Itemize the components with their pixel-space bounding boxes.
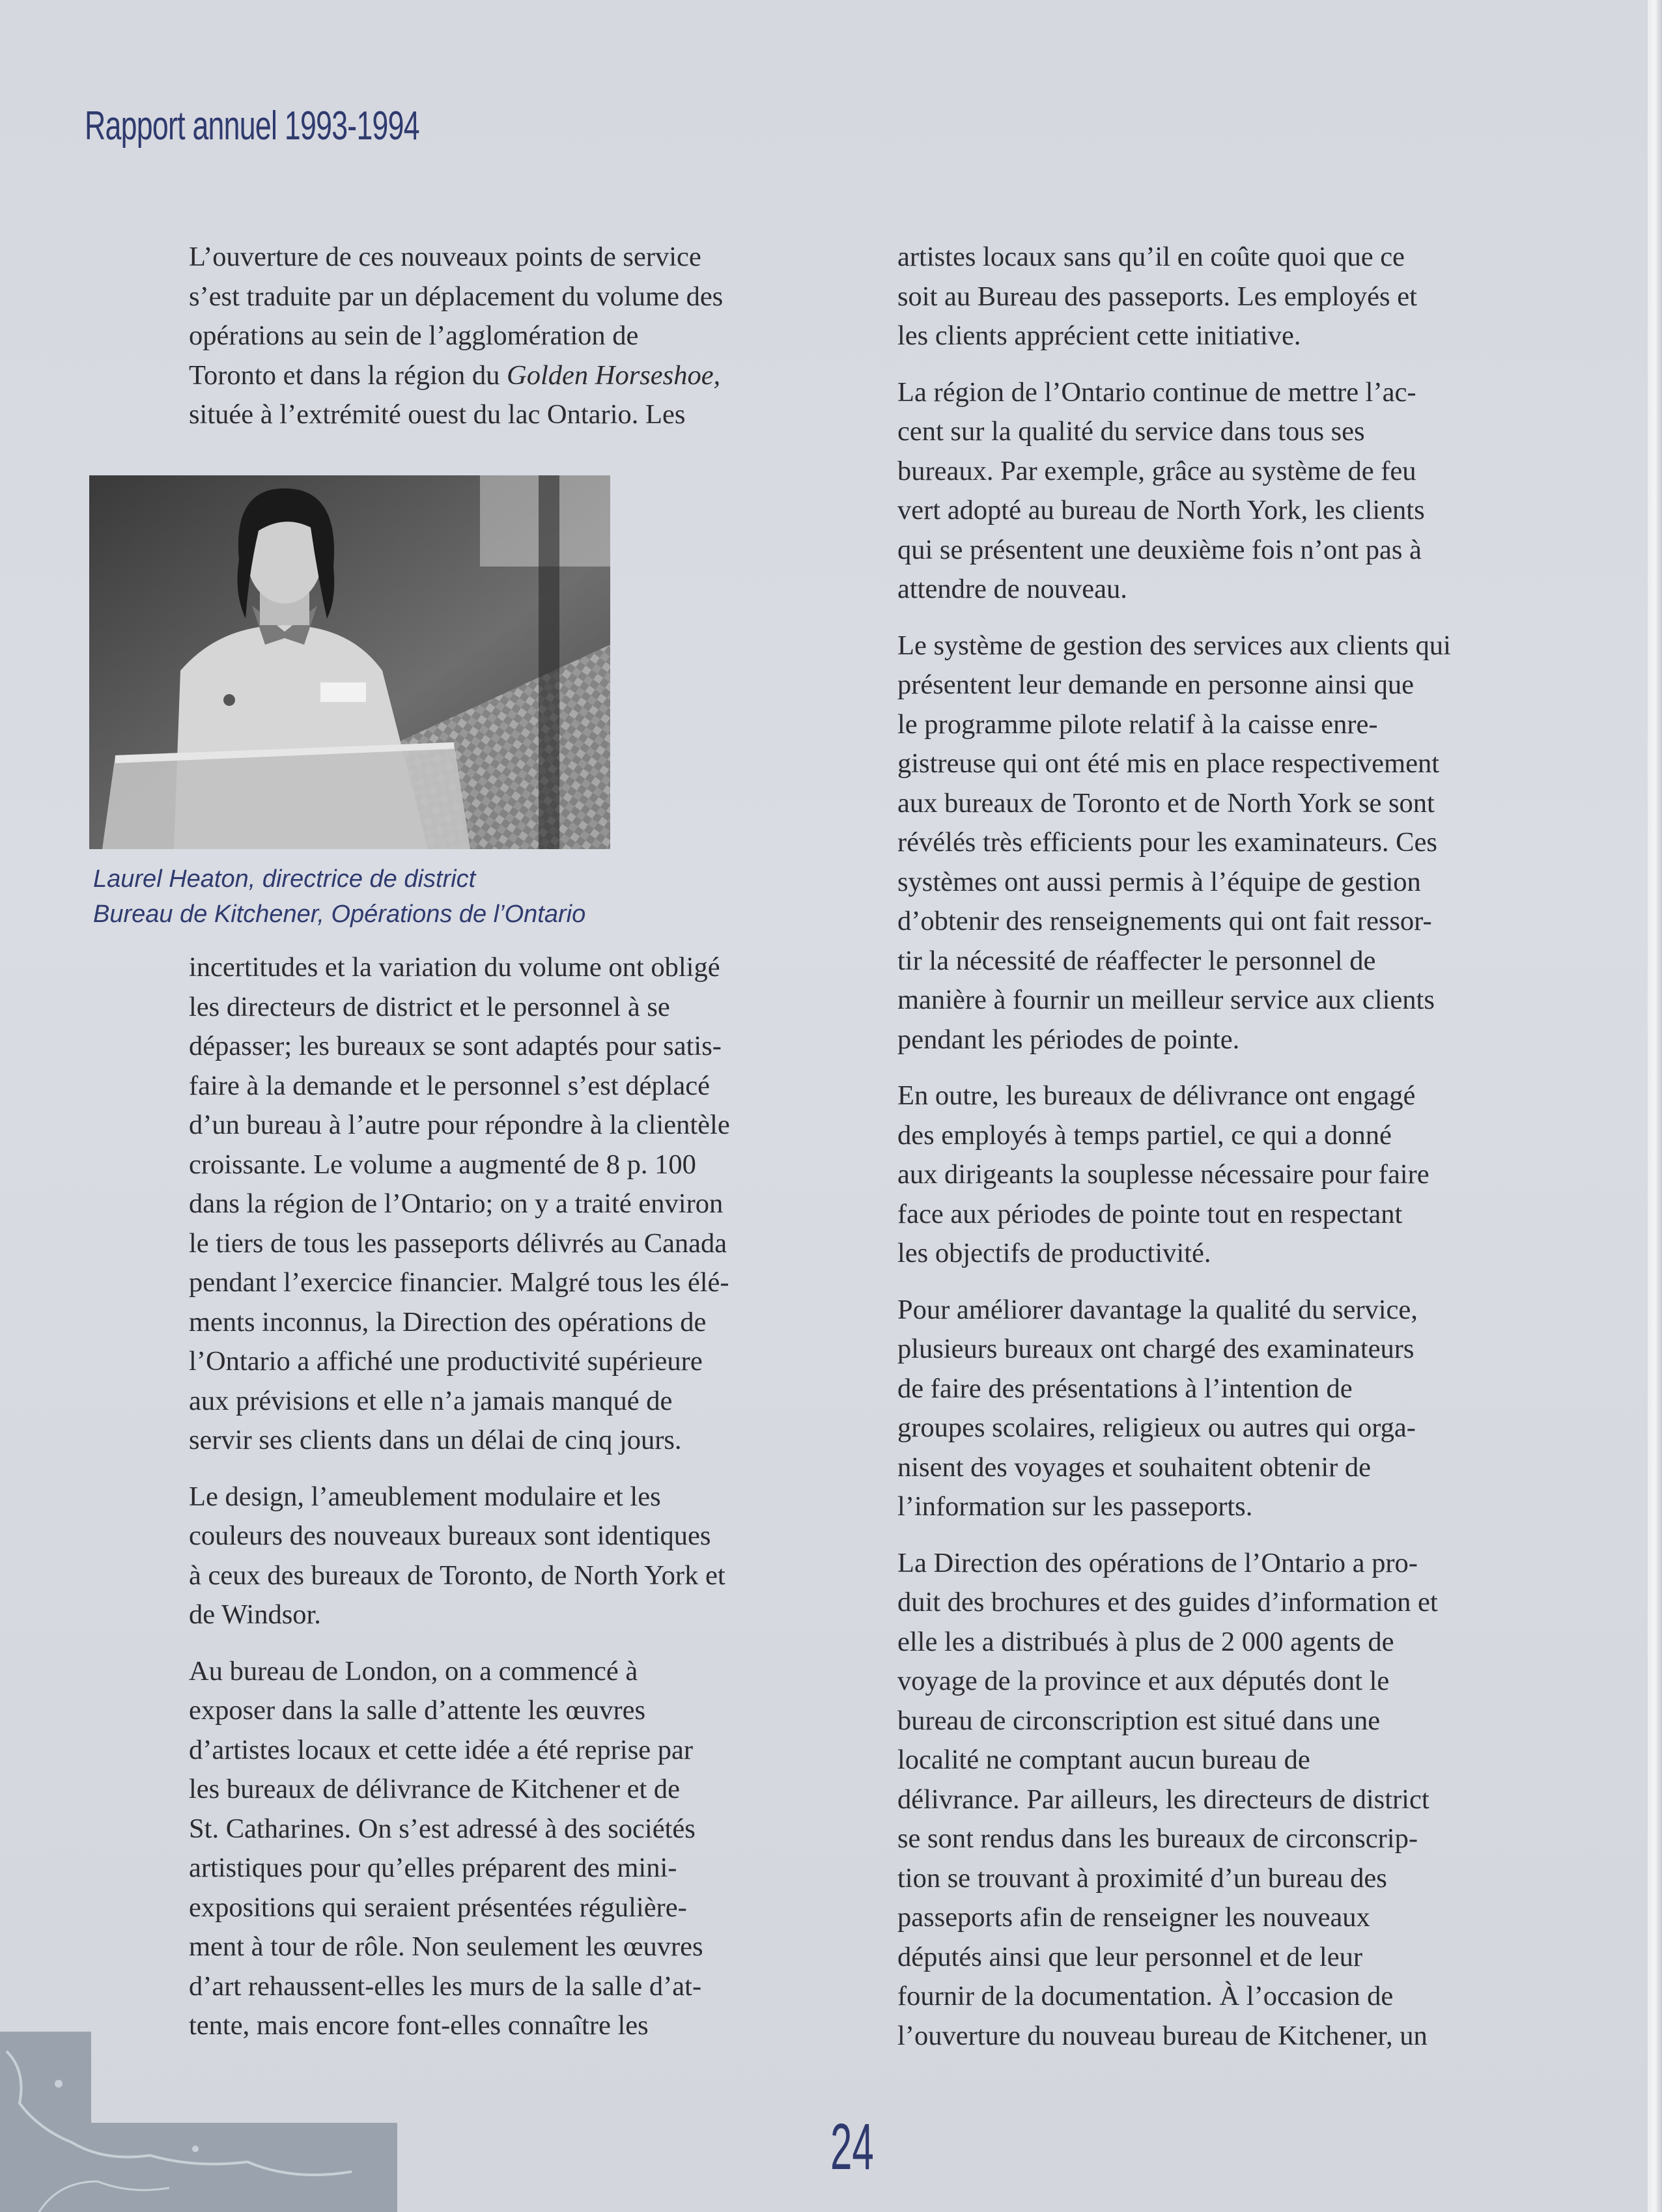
text-line: artistes locaux sans qu’il en coûte quoi que ce	[897, 242, 1405, 272]
photo-caption	[93, 861, 585, 932]
text-line: incertitudes et la variation du volume ont obligé	[189, 952, 720, 983]
text-line: cent sur la qualité du service dans tous ses	[897, 416, 1365, 447]
text-line: les bureaux de délivrance de Kitchener et de	[189, 1774, 681, 1804]
text-line: pendant l’exercice financier. Malgré tous les élé-	[189, 1267, 729, 1298]
paragraph	[897, 1076, 1513, 1274]
paragraph	[897, 1291, 1513, 1527]
text-line: les clients apprécient cette initiative.	[897, 320, 1301, 351]
report-title: Rapport annuel 1993-1994	[85, 104, 419, 148]
text-line: délivrance. Par ailleurs, les directeurs de district	[897, 1784, 1430, 1815]
text-line: duit des brochures et des guides d’information et	[897, 1587, 1438, 1617]
paragraph	[897, 238, 1513, 356]
text-line: tion se trouvant à proximité d’un bureau des	[897, 1862, 1387, 1894]
text-line: localité ne comptant aucun bureau de	[897, 1744, 1310, 1775]
text-line: située à l’extrémité ouest du lac Ontario. Les	[189, 399, 686, 430]
map-decoration	[0, 2032, 397, 2212]
left-column-top	[189, 238, 808, 435]
text-line: Pour améliorer davantage la qualité du service,	[897, 1294, 1418, 1325]
text-line: à ceux des bureaux de Toronto, de North York et	[189, 1560, 725, 1591]
text-line: qui se présentent une deuxième fois n’ont pas à	[897, 534, 1422, 565]
text-line: Le design, l’ameublement modulaire et les	[189, 1481, 661, 1512]
page-edge	[1648, 0, 1662, 2212]
text-line: bureaux. Par exemple, grâce au système de feu	[897, 455, 1416, 486]
paragraph	[897, 1544, 1513, 2056]
text-line: dans la région de l’Ontario; on y a traité environ	[189, 1188, 724, 1219]
caption-line: Laurel Heaton, directrice de district	[93, 865, 476, 893]
text-line: aux prévisions et elle n’a jamais manqué de	[189, 1385, 673, 1416]
text-line: des employés à temps partiel, ce qui a donné	[897, 1119, 1392, 1151]
text-line: de Windsor.	[189, 1599, 321, 1630]
paragraph	[189, 948, 808, 1461]
text-line: d’artistes locaux et cette idée a été reprise par	[189, 1734, 694, 1765]
text-line: St. Catharines. On s’est adressé à des sociétés	[189, 1813, 696, 1844]
italic-term: Golden Horseshoe,	[507, 359, 721, 391]
text-line: couleurs des nouveaux bureaux sont identiques	[189, 1520, 711, 1551]
text-line: groupes scolaires, religieux ou autres qui orga-	[897, 1412, 1416, 1443]
page-number: 24	[830, 2110, 874, 2183]
text-line: manière à fournir un meilleur service aux clients	[897, 985, 1435, 1015]
right-column	[897, 238, 1513, 2073]
text-line: exposer dans la salle d’attente les œuvres	[189, 1695, 646, 1726]
photo-illustration	[89, 475, 610, 849]
text-line: Le système de gestion des services aux clients qui	[897, 630, 1451, 661]
text-line: présentent leur demande en personne ainsi que	[897, 669, 1415, 700]
paragraph	[897, 626, 1513, 1060]
text-line: l’ouverture du nouveau bureau de Kitchener, un	[897, 2020, 1428, 2051]
paragraph	[189, 238, 808, 435]
paragraph	[897, 373, 1513, 609]
text-line: ment à tour de rôle. Non seulement les œuvres	[189, 1931, 703, 1962]
text-line: de faire des présentations à l’intention de	[897, 1373, 1353, 1404]
text-line: voyage de la province et aux députés dont le	[897, 1666, 1390, 1696]
text-line: se sont rendus dans les bureaux de circonscrip-	[897, 1823, 1418, 1854]
paragraph	[189, 1477, 808, 1635]
text-line: l’information sur les passeports.	[897, 1491, 1253, 1522]
text-line: pendant les périodes de pointe.	[897, 1024, 1240, 1055]
text-line: passeports afin de renseigner les nouveaux	[897, 1902, 1370, 1933]
text-line: ments inconnus, la Direction des opérations de	[189, 1306, 707, 1337]
text-line: les objectifs de productivité.	[897, 1238, 1211, 1268]
text-line: le programme pilote relatif à la caisse enre-	[897, 708, 1378, 740]
text-line: elle les a distribués à plus de 2 000 agents de	[897, 1626, 1394, 1657]
text-line: Au bureau de London, on a commencé à	[189, 1655, 638, 1687]
text-line: La région de l’Ontario continue de mettre l’ac-	[897, 376, 1416, 408]
text-line: gistreuse qui ont été mis en place respectivement	[897, 748, 1440, 779]
text-line: vert adopté au bureau de North York, les clients	[897, 495, 1425, 525]
text-line: tente, mais encore font-elles connaître les	[189, 2010, 649, 2041]
text-line: fournir de la documentation. À l’occasion de	[897, 1981, 1394, 2011]
text-line: dépasser; les bureaux se sont adaptés pour satis-	[189, 1031, 722, 1061]
text-line: servir ses clients dans un délai de cinq jours.	[189, 1425, 682, 1455]
left-column-bottom	[189, 948, 808, 2063]
text-line: d’un bureau à l’autre pour répondre à la clientèle	[189, 1110, 730, 1140]
text-line: soit au Bureau des passeports. Les employés et	[897, 281, 1417, 312]
text-line: aux bureaux de Toronto et de North York se sont	[897, 787, 1435, 819]
speaker-photo	[89, 475, 610, 849]
text-line: l’Ontario a affiché une productivité supérieure	[189, 1346, 703, 1377]
text-line: expositions qui seraient présentées régulière-	[189, 1892, 687, 1923]
text-line: les directeurs de district et le personnel à se	[189, 991, 670, 1022]
caption-line: Bureau de Kitchener, Opérations de l’Ontario	[93, 901, 586, 928]
text-line: attendre de nouveau.	[897, 574, 1127, 604]
text-line: opérations au sein de l’agglomération de	[189, 320, 639, 351]
paragraph	[189, 1652, 808, 2046]
text-line: aux dirigeants la souplesse nécessaire pour faire	[897, 1159, 1430, 1190]
text-line: révélés très efficients pour les examinateurs. Ces	[897, 827, 1437, 858]
text-line: nisent des voyages et souhaitent obtenir de	[897, 1451, 1372, 1483]
text-line: le tiers de tous les passeports délivrés au Canada	[189, 1227, 727, 1259]
text-line: tir la nécessité de réaffecter le personnel de	[897, 945, 1376, 976]
text-line: systèmes ont aussi permis à l’équipe de gestion	[897, 866, 1421, 897]
text-line: face aux périodes de pointe tout en respectant	[897, 1198, 1403, 1229]
text-line: s’est traduite par un déplacement du volume des	[189, 281, 724, 312]
text-line: d’obtenir des renseignements qui ont fait ressor-	[897, 906, 1432, 936]
text-line: d’art rehaussent-elles les murs de la salle d’at-	[189, 1970, 702, 2002]
text-fragment: Toronto et dans la région du	[189, 359, 507, 391]
text-line: L’ouverture de ces nouveaux points de service	[189, 242, 701, 272]
text-line-with-italic	[189, 356, 808, 396]
text-line: faire à la demande et le personnel s’est déplacé	[189, 1070, 711, 1101]
text-line: députés ainsi que leur personnel et de leur	[897, 1941, 1362, 1972]
text-line: bureau de circonscription est situé dans une	[897, 1705, 1381, 1736]
text-line: La Direction des opérations de l’Ontario a pro-	[897, 1547, 1418, 1578]
text-line: plusieurs bureaux ont chargé des examinateurs	[897, 1334, 1415, 1364]
text-line: croissante. Le volume a augmenté de 8 p. 100	[189, 1149, 696, 1180]
text-line: En outre, les bureaux de délivrance ont engagé	[897, 1080, 1416, 1111]
text-line: artistiques pour qu’elles préparent des mini-	[189, 1853, 677, 1883]
